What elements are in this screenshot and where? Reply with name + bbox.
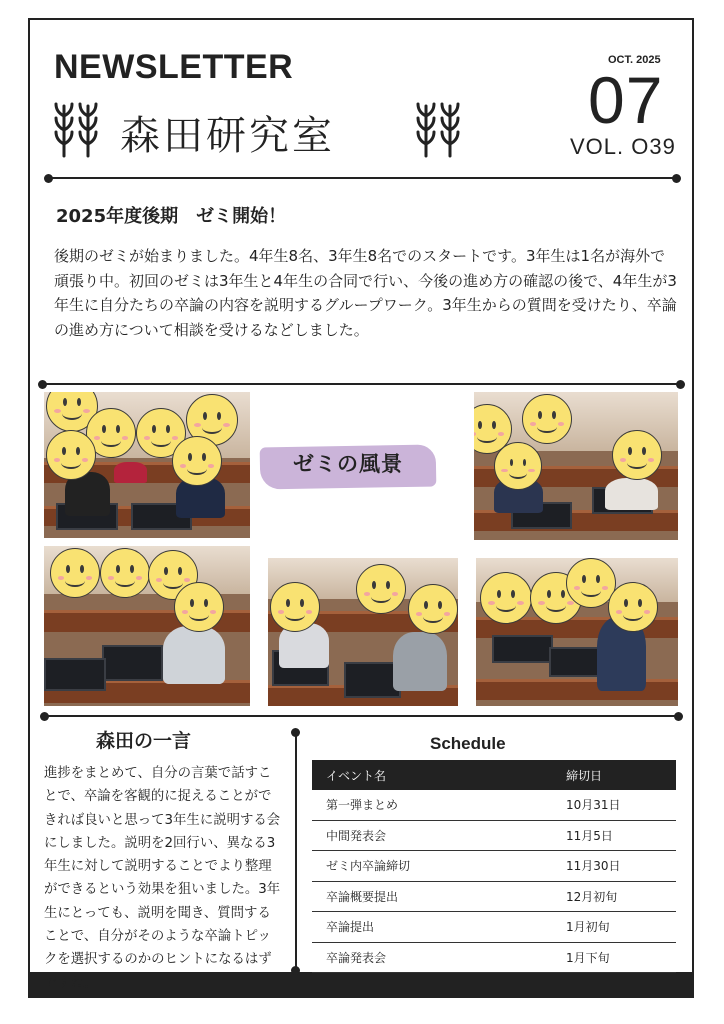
seminar-photo [476,558,678,706]
volume-label: VOL. O39 [570,134,676,159]
article-divider [42,383,682,385]
schedule-event: 卒論概要提出 [326,889,399,904]
schedule-row [312,821,676,852]
schedule-event: 第一弾まとめ [326,798,399,813]
rule-dot [291,966,300,975]
schedule-event: 卒論発表会 [326,950,387,965]
gallery-divider [44,715,680,717]
gallery-label: ゼミの風景 [293,452,403,476]
schedule-event: 卒論提出 [326,920,375,935]
lab-name: 森田研究室 [120,113,335,159]
issue-number: 07 [588,63,664,137]
rule-dot [672,174,681,183]
seminar-photo [44,392,250,538]
wheat-icon [412,96,464,160]
schedule-deadline: 1月下旬 [566,950,610,965]
schedule-row [312,943,676,974]
schedule-deadline: 11月5日 [566,828,613,843]
seminar-photo [44,546,250,706]
schedule-row [312,912,676,943]
rule-dot [674,712,683,721]
schedule-header-row [312,760,676,790]
newsletter-title: NEWSLETTER [54,48,294,86]
schedule-event: 中間発表会 [326,828,387,843]
schedule-row [312,882,676,913]
article-headline: 2025年度後期 ゼミ開始！ [56,206,287,227]
schedule-deadline: 10月31日 [566,798,621,813]
schedule-header-event: イベント名 [326,768,387,783]
issue-date: OCT. 2025 [608,54,661,66]
column-divider [295,732,297,970]
schedule-deadline: 12月初旬 [566,889,618,904]
schedule-header-deadline: 締切日 [566,768,603,783]
schedule-event: ゼミ内卒論締切 [326,859,411,874]
header-divider [48,177,678,179]
schedule-row [312,790,676,821]
wheat-icon [50,96,102,160]
seminar-photo [474,392,678,540]
schedule-table [312,760,676,973]
comment-title: 森田の一言 [96,730,192,752]
schedule-row [312,851,676,882]
schedule-title: Schedule [430,734,506,753]
schedule-deadline: 11月30日 [566,859,621,874]
comment-body: 進捗をまとめて、自分の言葉で話すことで、卒論を客観的に捉えることができれば良いと思って3年生に説明する会にしました。説明を2回行い、異なる3年生に対して説明することでより整理ができるという効果を狙いました。3年生にとっても、説明を聞き、質問することで、自分がそのような卒論トピックを選択するのかのヒントになるはずですね。 [44,766,281,991]
schedule-deadline: 1月初旬 [566,920,610,935]
seminar-photo [268,558,458,706]
rule-dot [676,380,685,389]
article-body: 後期のゼミが始まりました。4年生8名、3年生8名でのスタートです。3年生は1名が海外で頑張り中。初回のゼミは3年生と4年生の合同で行い、今後の進め方の確認の後で、4年生が3年生に自分たちの卒論の内容を説明するグループワーク。3年生からの質問を受けたり、卒論の進め方について相談を受けるなどしました。 [54,247,677,339]
